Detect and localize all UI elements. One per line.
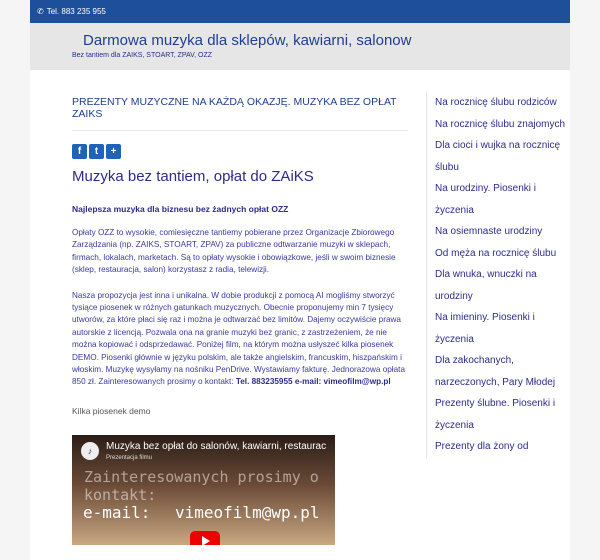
site-description: Bez tantiem dla ZAIKS, STOART, ZPAV, OZZ — [72, 52, 213, 59]
phone-icon: ✆ — [37, 7, 44, 16]
video-overlay-text: Zainteresowanych prosimy o kontakt: — [84, 467, 319, 504]
sidebar-item[interactable]: Dla zakochanych, narzeczonych, Pary Młodej — [435, 355, 556, 388]
play-button-icon[interactable] — [190, 531, 220, 545]
twitter-icon[interactable]: t — [89, 144, 104, 159]
site-header — [30, 23, 570, 70]
sidebar-item[interactable]: Od męża na rocznicę ślubu — [435, 247, 557, 259]
channel-avatar-icon[interactable]: ♪ — [81, 442, 99, 460]
top-bar — [30, 0, 570, 23]
video-subtitle: Prezentacja filmu — [106, 454, 153, 461]
sidebar-item[interactable]: Dla wnuka, wnuczki na urodziny — [435, 269, 537, 302]
contact-info[interactable]: Tel. 883235955 e-mail: vimeofilm@wp.pl — [235, 377, 391, 387]
sidebar — [426, 92, 570, 458]
article-paragraph-1: Opłaty OZZ to wysokie, comiesięczne tantiemy pobierane przez Organizacje Zbiorowego Zarządzania (np. ZAIKS, STOART, ZPAV) za publiczne odtwarzanie muzyki w sklepach, firmach, lokalach, marketach. Są to opłaty wysokie i obowiązkowe, jeśli w swoim biznesie (sklep, restauracja, salon) korzystasz z radia, telewizji. — [72, 228, 396, 275]
video-player[interactable] — [72, 435, 335, 545]
sidebar-item[interactable]: Na urodziny. Piosenki i życzenia — [435, 183, 536, 216]
facebook-icon[interactable]: f — [72, 144, 87, 159]
video-title[interactable]: Muzyka bez opłat do salonów, kawiarni, restaurac — [106, 440, 327, 452]
sidebar-item[interactable]: Na rocznicę ślubu rodziców — [435, 97, 557, 108]
content-area — [30, 70, 570, 560]
sidebar-item[interactable]: Na imieniny. Piosenki i życzenia — [435, 312, 535, 345]
sidebar-item[interactable]: Prezenty ślubne. Piosenki i życzenia — [435, 398, 556, 431]
sidebar-item[interactable]: Prezenty dla żony od — [435, 441, 529, 452]
demo-label: Kilka piosenek demo — [72, 405, 151, 416]
sidebar-item[interactable]: Na rocznicę ślubu znajomych — [435, 118, 566, 130]
main-column — [72, 96, 408, 545]
site-title[interactable]: Darmowa muzyka dla sklepów, kawiarni, salonow — [83, 32, 412, 49]
share-buttons — [72, 144, 408, 159]
phone-number: Tel. 883 235 955 — [46, 7, 106, 16]
sidebar-item[interactable]: Na osiemnaste urodziny — [435, 226, 543, 237]
article-lead: Najlepsza muzyka dla biznesu bez żadnych opłat OZZ — [72, 204, 289, 214]
post-title[interactable]: PREZENTY MUZYCZNE NA KAŻDĄ OKAZJĘ. MUZYKA BEZ OPŁAT ZAIKS — [72, 96, 408, 131]
article-paragraph-2 — [72, 290, 408, 389]
paragraph-2-text: Nasza propozycja jest inna i unikalna. W dobie produkcji z pomocą AI mogliśmy stworzyć tysiące piosenek w różnych gatunkach muzycznych. Obecnie proponujemy min 7 tysięcy utworów, za które płaci się raz i można je odtwarzać bez limitów. Dajemy oczywiście prawa autorskie z licencją. Pozwala ona na granie muzyki bez granic, z zastrzeżeniem, że nie można kopiować i odsprzedawać. Poniżej film, na którym można usłyszeć kilka piosenek DEMO. Piosenki głównie w języku polskim, ale także angielskim, francuskim, hiszpańskim i włoskim. Muzykę wysyłamy na nośniku PenDrive. Wystawiamy fakturę. Jednorazowa opłata 850 zł. Zainteresowanych prosimy o kontakt: — [72, 290, 406, 387]
sidebar-item[interactable]: Dla cioci i wujka na rocznicę ślubu — [435, 140, 561, 173]
article-title: Muzyka bez tantiem, opłat do ZAiKS — [72, 168, 314, 185]
video-email-value: vimeofilm@wp.pl — [175, 502, 320, 522]
share-plus-icon[interactable]: + — [106, 144, 121, 159]
video-email-label: e-mail: — [83, 502, 151, 522]
